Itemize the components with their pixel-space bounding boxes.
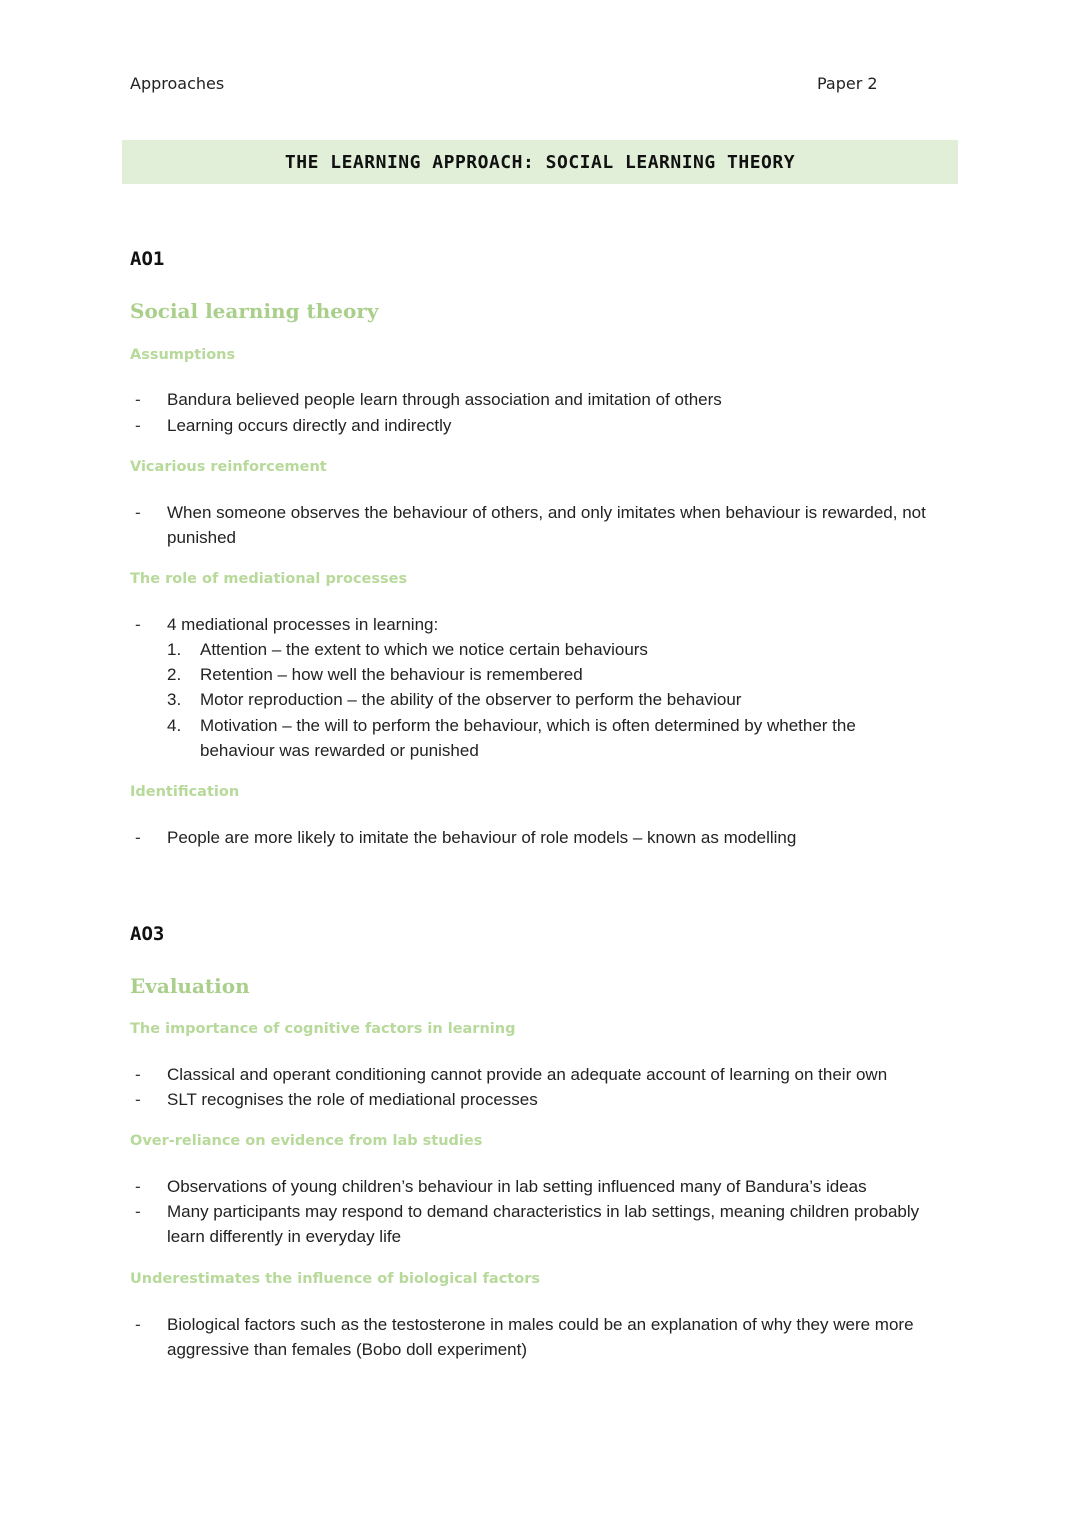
list-item: Observations of young children’s behaviour in lab setting influenced many of Bandura’s ideas xyxy=(167,1177,867,1196)
header-subject: Approaches xyxy=(130,74,225,93)
identification-heading: Identification xyxy=(130,784,240,800)
numbered-marker: 3. xyxy=(167,690,182,709)
ao1-heading: Social learning theory xyxy=(130,299,379,323)
list-item: When someone observes the behaviour of others, and only imitates when behaviour is rewarded, not xyxy=(167,503,926,522)
numbered-item: Attention – the extent to which we notice certain behaviours xyxy=(200,640,648,659)
numbered-item: Retention – how well the behaviour is remembered xyxy=(200,665,583,684)
lab-heading: Over-reliance on evidence from lab studies xyxy=(130,1133,483,1149)
list-item: Biological factors such as the testosterone in males could be an explanation of why they were more xyxy=(167,1315,914,1334)
list-item: Classical and operant conditioning cannot provide an adequate account of learning on their own xyxy=(167,1065,888,1084)
numbered-item: Motor reproduction – the ability of the observer to perform the behaviour xyxy=(200,690,742,709)
list-item: Bandura believed people learn through association and imitation of others xyxy=(167,390,722,409)
numbered-item: Motivation – the will to perform the behaviour, which is often determined by whether the xyxy=(200,716,856,735)
list-item-continuation: learn differently in everyday life xyxy=(167,1227,402,1246)
ao1-label: AO1 xyxy=(130,248,165,270)
page-title: THE LEARNING APPROACH: SOCIAL LEARNING THEORY xyxy=(284,151,796,173)
bullet-dash: - xyxy=(135,1177,141,1196)
ao3-heading: Evaluation xyxy=(130,974,250,998)
list-item: 4 mediational processes in learning: xyxy=(167,615,439,634)
list-item: Many participants may respond to demand characteristics in lab settings, meaning children probably xyxy=(167,1202,920,1221)
list-item: People are more likely to imitate the behaviour of role models – known as modelling xyxy=(167,828,797,847)
numbered-marker: 1. xyxy=(167,640,182,659)
ao3-label: AO3 xyxy=(130,923,165,945)
numbered-marker: 2. xyxy=(167,665,182,684)
vicarious-heading: Vicarious reinforcement xyxy=(130,459,327,475)
bullet-dash: - xyxy=(135,828,141,847)
numbered-marker: 4. xyxy=(167,716,182,735)
bullet-dash: - xyxy=(135,390,141,409)
bullet-dash: - xyxy=(135,615,141,634)
bullet-dash: - xyxy=(135,503,141,522)
bullet-dash: - xyxy=(135,1202,141,1221)
bullet-dash: - xyxy=(135,1315,141,1334)
title-banner xyxy=(122,140,958,184)
bullet-dash: - xyxy=(135,1090,141,1109)
header-paper: Paper 2 xyxy=(817,74,878,93)
biological-heading: Underestimates the influence of biological factors xyxy=(130,1271,540,1287)
cognitive-heading: The importance of cognitive factors in learning xyxy=(130,1021,516,1037)
mediational-heading: The role of mediational processes xyxy=(130,571,408,587)
bullet-dash: - xyxy=(135,416,141,435)
list-item: Learning occurs directly and indirectly xyxy=(167,416,452,435)
list-item: SLT recognises the role of mediational processes xyxy=(167,1090,538,1109)
bullet-dash: - xyxy=(135,1065,141,1084)
numbered-item-continuation: behaviour was rewarded or punished xyxy=(200,741,479,760)
list-item-continuation: punished xyxy=(167,528,237,547)
assumptions-heading: Assumptions xyxy=(130,347,236,363)
list-item-continuation: aggressive than females (Bobo doll experiment) xyxy=(167,1340,528,1359)
